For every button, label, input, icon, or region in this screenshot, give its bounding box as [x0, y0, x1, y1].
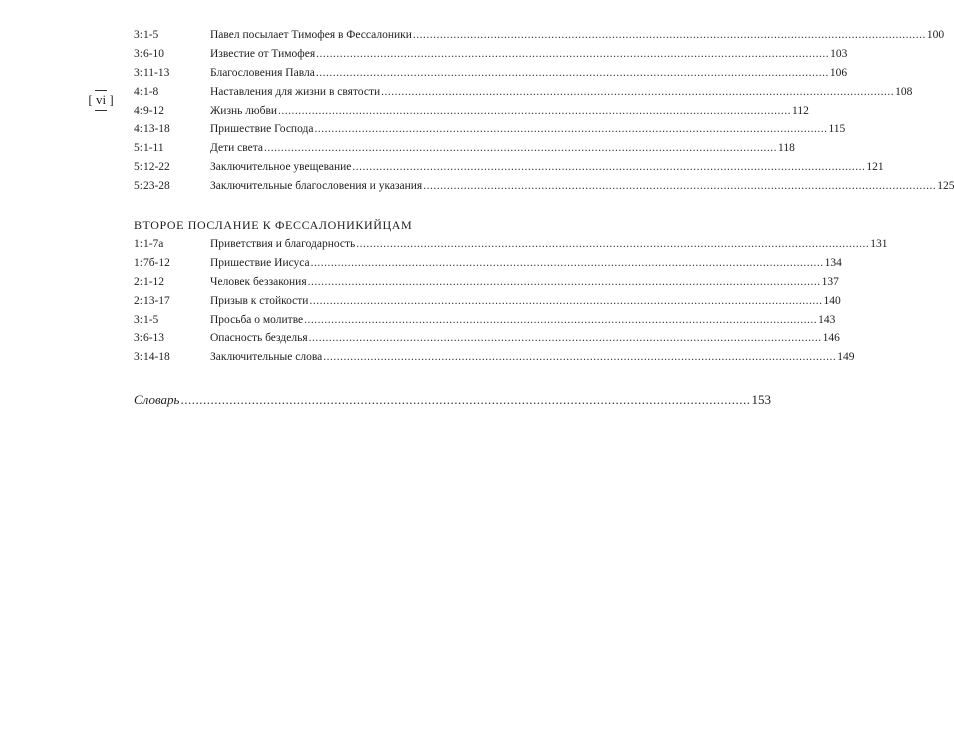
second-epistle-heading: ВТОРОЕ ПОСЛАНИЕ К ФЕССАЛОНИКИЙЦАМ [134, 218, 413, 233]
toc-entry-title: Известие от Тимофея [210, 47, 316, 60]
toc-entry-reference: 3:6-10 [134, 47, 165, 60]
toc-entry-page-number: 143 [818, 313, 836, 326]
toc-entry[interactable] [134, 273, 839, 292]
dot-leader [264, 139, 777, 158]
glossary-entry[interactable] [134, 390, 771, 410]
toc-entry-page-number: 140 [823, 294, 841, 307]
toc-entry[interactable] [134, 158, 884, 177]
toc-entry[interactable] [134, 311, 836, 330]
dot-leader [180, 390, 750, 410]
dot-leader [278, 102, 791, 121]
dot-leader [323, 348, 836, 367]
toc-entry[interactable] [134, 120, 846, 139]
toc-entry-title: Жизнь любви [210, 104, 278, 117]
toc-entry-reference: 3:1-5 [134, 29, 159, 41]
toc-entry-page-number: 103 [830, 47, 848, 60]
dot-leader [352, 158, 865, 177]
dot-leader [309, 329, 822, 348]
dot-leader [308, 273, 821, 292]
table-of-contents [134, 26, 954, 410]
toc-entry-page-number: 115 [828, 123, 846, 136]
toc-entry-page-number: 131 [870, 238, 888, 251]
toc-entry-reference: 4:9-12 [134, 104, 165, 117]
dot-leader [309, 292, 822, 311]
toc-entry-title: Просьба о молитве [210, 313, 304, 326]
toc-entry-page-number: 137 [821, 275, 839, 288]
toc-entry[interactable] [134, 26, 945, 45]
toc-entry[interactable] [134, 139, 795, 158]
toc-entry-title: Дети света [210, 142, 263, 155]
dot-leader [423, 177, 936, 196]
dot-leader [356, 235, 869, 254]
dot-leader [314, 120, 827, 139]
toc-entry[interactable] [134, 64, 848, 83]
toc-entry-title: Заключительное увещевание [210, 161, 352, 174]
toc-entry-reference: 3:1-5 [134, 313, 159, 326]
toc-entry-reference: 3:14-18 [134, 351, 170, 364]
toc-entry[interactable] [134, 329, 840, 348]
toc-entry[interactable] [134, 102, 809, 121]
toc-entry-page-number: 106 [829, 66, 848, 79]
toc-entry-page-number: 108 [895, 85, 913, 98]
page-number-bottom-rule [95, 110, 107, 111]
toc-entry-reference: 3:6-13 [134, 332, 165, 345]
toc-entry-page-number: 121 [866, 161, 884, 174]
toc-entry[interactable] [134, 45, 848, 64]
first-epistle-entries [134, 26, 954, 196]
dot-leader [311, 254, 824, 273]
toc-entry-reference: 1:7б-12 [134, 256, 170, 269]
toc-entry[interactable] [134, 292, 841, 311]
toc-entry-reference: 4:13-18 [134, 123, 170, 136]
second-epistle-entries [134, 235, 888, 367]
toc-entry-page-number: 100 [926, 29, 945, 41]
toc-entry-page-number: 118 [778, 142, 795, 155]
toc-entry-title: Благословения Павла [210, 66, 315, 79]
toc-entry[interactable] [134, 83, 913, 102]
dot-leader [316, 45, 829, 64]
toc-entry-page-number: 125 [937, 180, 954, 193]
toc-entry-reference: 2:13-17 [134, 294, 170, 307]
toc-entry[interactable] [134, 254, 842, 273]
toc-entry-page-number: 134 [824, 256, 842, 269]
toc-entry-reference: 5:12-22 [134, 161, 170, 174]
dot-leader [304, 311, 817, 330]
toc-entry-reference: 4:1-8 [134, 85, 159, 98]
toc-entry-reference: 2:1-12 [134, 275, 165, 288]
toc-entry-title: Наставления для жизни в святости [210, 85, 381, 98]
toc-entry-reference: 1:1-7а [134, 238, 164, 251]
dot-leader [316, 64, 829, 83]
page-number-marker [86, 90, 116, 111]
page-number: [ vi ] [88, 92, 114, 107]
toc-entry-title: Пришествие Иисуса [210, 256, 310, 269]
dot-leader [413, 26, 926, 45]
toc-entry-title: Призыв к стойкости [210, 294, 309, 307]
toc-entry-page-number: 146 [822, 332, 840, 345]
toc-entry-page-number: 112 [792, 104, 809, 117]
glossary-label: Словарь [134, 392, 180, 408]
page-number-value: vi [95, 92, 107, 107]
toc-entry[interactable] [134, 235, 888, 254]
toc-entry-title: Пришествие Господа [210, 123, 314, 136]
glossary-page-number: 153 [751, 392, 771, 408]
toc-entry-title: Павел посылает Тимофея в Фессалоники [210, 29, 412, 41]
toc-entry-reference: 3:11-13 [134, 66, 170, 79]
dot-leader [381, 83, 894, 102]
toc-entry-title: Заключительные благословения и указания [210, 180, 423, 193]
toc-entry-title: Опасность безделья [210, 332, 308, 345]
toc-entry-reference: 5:1-11 [134, 142, 164, 155]
toc-entry-title: Человек беззакония [210, 275, 307, 288]
toc-entry-page-number: 149 [837, 351, 855, 364]
toc-entry[interactable] [134, 177, 954, 196]
toc-entry-title: Заключительные слова [210, 351, 323, 364]
toc-entry-title: Приветствия и благодарность [210, 238, 356, 251]
toc-entry-reference: 5:23-28 [134, 180, 170, 193]
toc-entry[interactable] [134, 348, 855, 367]
